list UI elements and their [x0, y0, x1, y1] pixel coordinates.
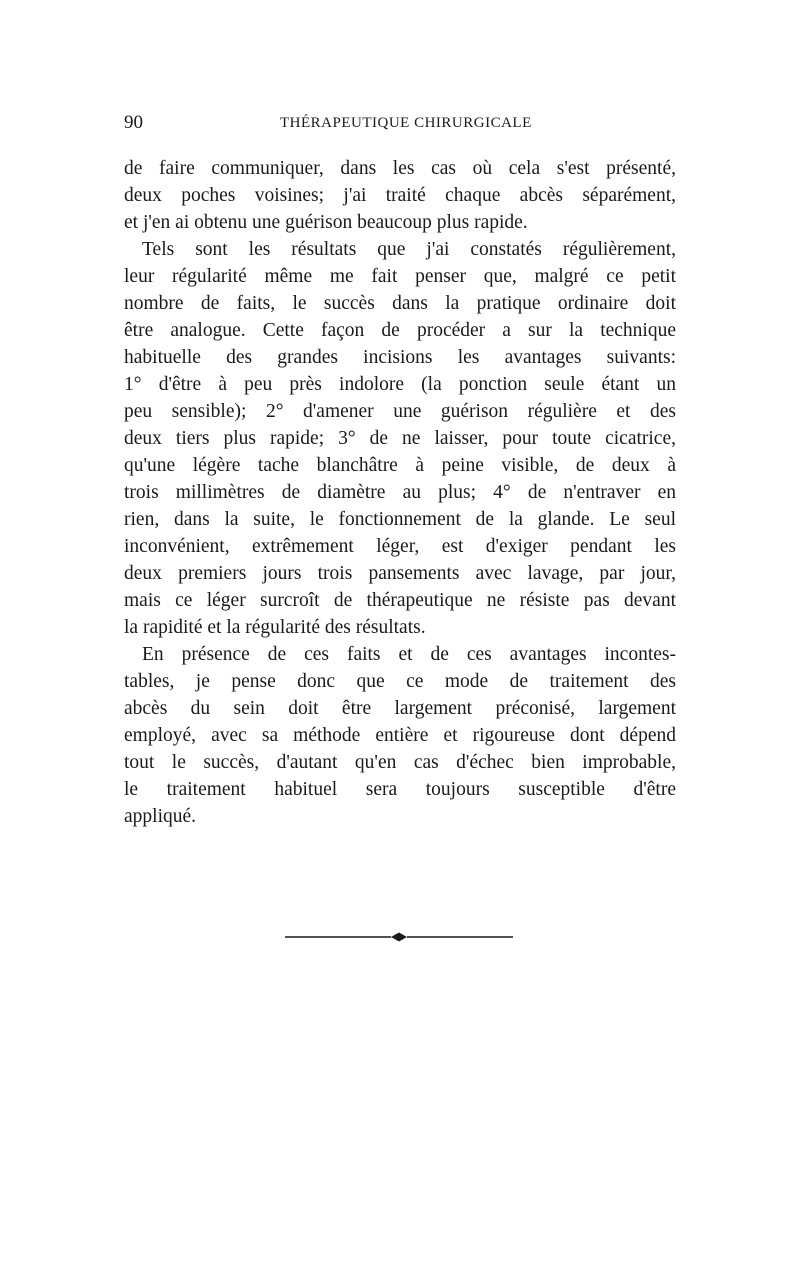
text-line: employé, avec sa méthode entière et rigoureuse dont dépend — [124, 725, 676, 746]
text-line: la rapidité et la régularité des résultats. — [124, 617, 426, 638]
end-ornament — [285, 931, 513, 943]
text-line: inconvénient, extrêmement léger, est d'exiger pendant les — [124, 536, 676, 557]
text-line: appliqué. — [124, 806, 197, 827]
text-line: leur régularité même me fait penser que, malgré ce petit — [124, 266, 676, 287]
text-line: nombre de faits, le succès dans la pratique ordinaire doit — [124, 293, 676, 314]
text-line: le traitement habituel sera toujours susceptible d'être — [124, 779, 676, 800]
text-line: de faire communiquer, dans les cas où cela s'est présenté, — [124, 158, 676, 179]
text-line: deux premiers jours trois pansements avec lavage, par jour, — [124, 563, 676, 584]
text-line: deux tiers plus rapide; 3° de ne laisser, pour toute cicatrice, — [124, 428, 676, 449]
text-line: peu sensible); 2° d'amener une guérison régulière et des — [124, 401, 676, 422]
text-line: Tels sont les résultats que j'ai constatés régulièrement, — [142, 239, 676, 260]
text-line: En présence de ces faits et de ces avantages incontes- — [142, 644, 676, 665]
text-line: abcès du sein doit être largement préconisé, largement — [124, 698, 676, 719]
text-line: et j'en ai obtenu une guérison beaucoup plus rapide. — [124, 212, 528, 233]
text-line: tables, je pense donc que ce mode de traitement des — [124, 671, 676, 692]
ornament-diamond — [391, 933, 407, 942]
text-line: qu'une légère tache blanchâtre à peine visible, de deux à — [124, 455, 676, 476]
page-number: 90 — [124, 112, 143, 133]
text-line: mais ce léger surcroît de thérapeutique ne résiste pas devant — [124, 590, 676, 611]
running-title: THÉRAPEUTIQUE CHIRURGICALE — [280, 115, 532, 131]
text-line: habituelle des grandes incisions les avantages suivants: — [124, 347, 676, 368]
book-page — [124, 112, 676, 830]
text-line: tout le succès, d'autant qu'en cas d'échec bien improbable, — [124, 752, 676, 773]
body-text — [124, 155, 676, 830]
text-line: 1° d'être à peu près indolore (la ponction seule étant un — [124, 374, 676, 395]
text-line: rien, dans la suite, le fonctionnement de la glande. Le seul — [124, 509, 676, 530]
running-head — [124, 112, 676, 142]
text-line: trois millimètres de diamètre au plus; 4° de n'entraver en — [124, 482, 676, 503]
text-line: deux poches voisines; j'ai traité chaque abcès séparément, — [124, 185, 676, 206]
text-line: être analogue. Cette façon de procéder a sur la technique — [124, 320, 676, 341]
